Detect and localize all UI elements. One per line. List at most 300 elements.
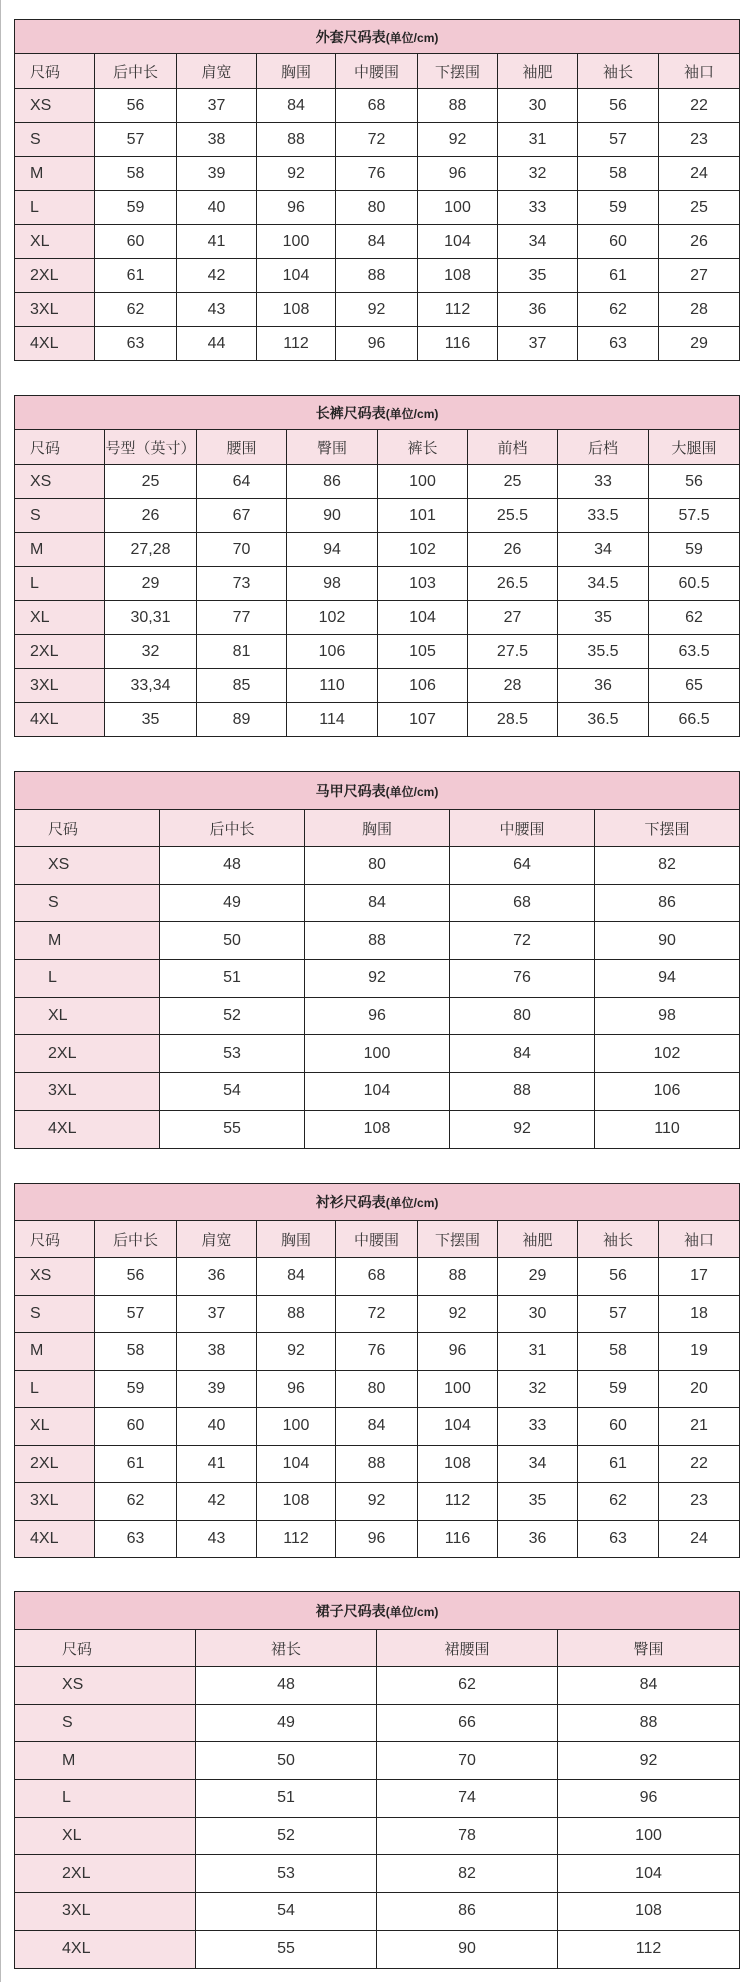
table-cell: 34.5 (558, 567, 649, 601)
table-cell: 94 (287, 533, 378, 567)
table-cell: 58 (578, 1333, 659, 1371)
table-cell: 81 (197, 635, 287, 669)
table-cell: 58 (95, 157, 177, 191)
size-label: S (15, 1295, 95, 1333)
column-header: 袖肥 (498, 54, 578, 89)
table-title (15, 1184, 740, 1221)
column-header: 臀围 (287, 430, 378, 465)
table-cell: 94 (595, 960, 740, 998)
table-title-text: 裙子尺码表 (315, 1602, 386, 1619)
table-cell: 36.5 (558, 703, 649, 737)
table-cell: 36 (498, 293, 578, 327)
table-cell: 80 (336, 191, 418, 225)
table-cell: 60.5 (649, 567, 740, 601)
table-cell: 92 (257, 157, 336, 191)
table-cell: 65 (649, 669, 740, 703)
table-cell: 92 (336, 1483, 418, 1521)
table-cell: 101 (378, 499, 468, 533)
header-row (15, 430, 740, 465)
table-row (15, 1408, 740, 1446)
size-label: L (15, 1370, 95, 1408)
table-row (15, 847, 740, 885)
table-cell: 23 (659, 1483, 740, 1521)
table-cell: 26 (468, 533, 558, 567)
table-cell: 42 (177, 259, 257, 293)
table-cell: 32 (498, 157, 578, 191)
table-cell: 116 (418, 327, 498, 361)
table-cell: 61 (95, 1445, 177, 1483)
table-title (15, 1592, 740, 1630)
table-row (15, 1258, 740, 1296)
column-header: 前档 (468, 430, 558, 465)
table-cell: 62 (578, 1483, 659, 1521)
column-header: 臀围 (558, 1630, 740, 1667)
header-row (15, 54, 740, 89)
table-cell: 74 (377, 1780, 558, 1818)
table-cell: 57.5 (649, 499, 740, 533)
table-cell: 68 (450, 884, 595, 922)
table-cell: 50 (160, 922, 305, 960)
table-row (15, 533, 740, 567)
table-cell: 84 (336, 1408, 418, 1446)
table-row (15, 635, 740, 669)
table-cell: 61 (578, 1445, 659, 1483)
table-cell: 23 (659, 123, 740, 157)
table-cell: 76 (450, 960, 595, 998)
table-cell: 70 (197, 533, 287, 567)
size-label: 4XL (15, 327, 95, 361)
column-header: 尺码 (15, 54, 95, 89)
size-label: XS (15, 1258, 95, 1296)
column-header: 袖口 (659, 54, 740, 89)
table-cell: 24 (659, 1520, 740, 1558)
table-cell: 88 (336, 259, 418, 293)
column-header: 下摆围 (418, 1221, 498, 1258)
table-cell: 114 (287, 703, 378, 737)
table-cell: 68 (336, 89, 418, 123)
table-cell: 86 (595, 884, 740, 922)
column-header: 号型（英寸） (105, 430, 197, 465)
table-cell: 60 (95, 225, 177, 259)
column-header: 裙腰围 (377, 1630, 558, 1667)
size-label: 3XL (15, 1893, 196, 1931)
size-label: 2XL (15, 635, 105, 669)
size-label: S (15, 884, 160, 922)
table-cell: 19 (659, 1333, 740, 1371)
table-row (15, 191, 740, 225)
table-cell: 53 (196, 1855, 377, 1893)
column-header: 后中长 (160, 810, 305, 847)
size-label: 2XL (15, 259, 95, 293)
table-cell: 82 (377, 1855, 558, 1893)
table-row (15, 1035, 740, 1073)
table-cell: 96 (558, 1780, 740, 1818)
table-cell: 60 (578, 1408, 659, 1446)
table-cell: 108 (305, 1110, 450, 1148)
table-row (15, 1817, 740, 1855)
size-label: XS (15, 465, 105, 499)
table-row (15, 922, 740, 960)
table-cell: 84 (558, 1667, 740, 1705)
column-header: 袖长 (578, 1221, 659, 1258)
table-cell: 43 (177, 293, 257, 327)
table-cell: 57 (578, 1295, 659, 1333)
table-cell: 62 (377, 1667, 558, 1705)
table-cell: 92 (418, 1295, 498, 1333)
table-cell: 36 (498, 1520, 578, 1558)
table-cell: 36 (558, 669, 649, 703)
table-title-text: 长裤尺码表 (315, 404, 386, 421)
table-cell: 90 (377, 1930, 558, 1968)
size-label: 3XL (15, 669, 105, 703)
table-cell: 48 (160, 847, 305, 885)
vest-size-table (14, 771, 740, 1149)
table-cell: 27,28 (105, 533, 197, 567)
table-cell: 29 (105, 567, 197, 601)
table-row (15, 1893, 740, 1931)
table-cell: 40 (177, 191, 257, 225)
table-cell: 96 (418, 1333, 498, 1371)
table-cell: 56 (649, 465, 740, 499)
size-label: M (15, 922, 160, 960)
table-cell: 61 (95, 259, 177, 293)
size-label: XL (15, 1408, 95, 1446)
table-cell: 31 (498, 123, 578, 157)
table-row (15, 960, 740, 998)
table-cell: 48 (196, 1667, 377, 1705)
table-cell: 104 (418, 225, 498, 259)
table-title-text: 马甲尺码表 (315, 782, 386, 799)
table-cell: 25 (468, 465, 558, 499)
table-row (15, 89, 740, 123)
table-cell: 27.5 (468, 635, 558, 669)
table-cell: 43 (177, 1520, 257, 1558)
table-cell: 56 (578, 89, 659, 123)
table-cell: 29 (498, 1258, 578, 1296)
table-cell: 63 (95, 327, 177, 361)
table-cell: 25.5 (468, 499, 558, 533)
shirt-size-table (14, 1183, 740, 1558)
table-cell: 37 (498, 327, 578, 361)
table-cell: 112 (257, 327, 336, 361)
column-header: 袖肥 (498, 1221, 578, 1258)
table-cell: 108 (418, 259, 498, 293)
table-row (15, 259, 740, 293)
table-cell: 20 (659, 1370, 740, 1408)
size-label: 4XL (15, 703, 105, 737)
table-cell: 68 (336, 1258, 418, 1296)
table-cell: 90 (595, 922, 740, 960)
table-cell: 96 (257, 1370, 336, 1408)
table-cell: 96 (418, 157, 498, 191)
table-cell: 58 (95, 1333, 177, 1371)
column-header: 胸围 (305, 810, 450, 847)
table-cell: 85 (197, 669, 287, 703)
table-cell: 100 (418, 191, 498, 225)
size-label: 2XL (15, 1855, 196, 1893)
column-header: 肩宽 (177, 1221, 257, 1258)
size-label: 3XL (15, 1483, 95, 1521)
table-cell: 52 (196, 1817, 377, 1855)
table-cell: 86 (287, 465, 378, 499)
table-cell: 80 (336, 1370, 418, 1408)
table-cell: 17 (659, 1258, 740, 1296)
table-cell: 40 (177, 1408, 257, 1446)
table-row (15, 669, 740, 703)
table-row (15, 1295, 740, 1333)
table-cell: 54 (196, 1893, 377, 1931)
table-cell: 63 (95, 1520, 177, 1558)
column-header: 肩宽 (177, 54, 257, 89)
table-cell: 39 (177, 157, 257, 191)
table-row (15, 123, 740, 157)
table-cell: 56 (578, 1258, 659, 1296)
column-header: 后中长 (95, 54, 177, 89)
table-cell: 30 (498, 89, 578, 123)
table-cell: 50 (196, 1742, 377, 1780)
table-unit: (单位/cm) (385, 784, 439, 799)
table-cell: 104 (378, 601, 468, 635)
table-cell: 30,31 (105, 601, 197, 635)
table-cell: 62 (578, 293, 659, 327)
column-header: 中腰围 (336, 54, 418, 89)
size-label: 2XL (15, 1445, 95, 1483)
table-row (15, 567, 740, 601)
table-cell: 104 (418, 1408, 498, 1446)
table-cell: 110 (287, 669, 378, 703)
table-cell: 57 (95, 123, 177, 157)
table-cell: 96 (305, 997, 450, 1035)
table-cell: 92 (450, 1110, 595, 1148)
table-row (15, 1855, 740, 1893)
table-title (15, 772, 740, 810)
header-row (15, 1630, 740, 1667)
column-header: 裙长 (196, 1630, 377, 1667)
table-row (15, 1445, 740, 1483)
table-cell: 59 (578, 1370, 659, 1408)
table-row (15, 703, 740, 737)
table-cell: 55 (196, 1930, 377, 1968)
table-cell: 66 (377, 1704, 558, 1742)
table-cell: 35 (105, 703, 197, 737)
table-cell: 37 (177, 89, 257, 123)
table-cell: 72 (450, 922, 595, 960)
size-label: M (15, 1742, 196, 1780)
table-cell: 38 (177, 123, 257, 157)
table-row (15, 1704, 740, 1742)
table-cell: 22 (659, 1445, 740, 1483)
table-cell: 36 (177, 1258, 257, 1296)
column-header: 袖长 (578, 54, 659, 89)
table-cell: 33 (558, 465, 649, 499)
table-cell: 106 (378, 669, 468, 703)
table-cell: 103 (378, 567, 468, 601)
column-header: 尺码 (15, 430, 105, 465)
table-cell: 80 (450, 997, 595, 1035)
table-cell: 42 (177, 1483, 257, 1521)
size-label: S (15, 499, 105, 533)
table-row (15, 601, 740, 635)
skirt-size-table (14, 1591, 740, 1969)
table-cell: 76 (336, 1333, 418, 1371)
column-header: 下摆围 (595, 810, 740, 847)
table-cell: 88 (418, 1258, 498, 1296)
table-cell: 62 (95, 1483, 177, 1521)
table-unit: (单位/cm) (385, 406, 439, 421)
table-cell: 49 (160, 884, 305, 922)
table-cell: 105 (378, 635, 468, 669)
table-cell: 31 (498, 1333, 578, 1371)
table-cell: 92 (305, 960, 450, 998)
size-label: 4XL (15, 1930, 196, 1968)
table-cell: 112 (418, 1483, 498, 1521)
table-cell: 78 (377, 1817, 558, 1855)
table-cell: 28 (468, 669, 558, 703)
size-label: L (15, 191, 95, 225)
table-cell: 88 (305, 922, 450, 960)
size-label: S (15, 123, 95, 157)
table-cell: 25 (659, 191, 740, 225)
size-label: XS (15, 89, 95, 123)
table-row (15, 1930, 740, 1968)
table-cell: 88 (257, 1295, 336, 1333)
table-cell: 35 (498, 259, 578, 293)
table-cell: 27 (659, 259, 740, 293)
table-cell: 27 (468, 601, 558, 635)
column-header: 胸围 (257, 54, 336, 89)
table-cell: 102 (595, 1035, 740, 1073)
table-unit: (单位/cm) (385, 1196, 439, 1210)
table-cell: 59 (649, 533, 740, 567)
table-cell: 112 (418, 293, 498, 327)
table-cell: 37 (177, 1295, 257, 1333)
table-cell: 100 (257, 225, 336, 259)
column-header: 后中长 (95, 1221, 177, 1258)
table-cell: 59 (95, 1370, 177, 1408)
table-row (15, 1520, 740, 1558)
table-cell: 98 (287, 567, 378, 601)
table-cell: 63 (578, 1520, 659, 1558)
table-cell: 51 (196, 1780, 377, 1818)
table-cell: 34 (498, 225, 578, 259)
table-unit: (单位/cm) (385, 30, 439, 45)
table-cell: 108 (418, 1445, 498, 1483)
column-header: 尺码 (15, 1630, 196, 1667)
size-label: L (15, 567, 105, 601)
table-row (15, 997, 740, 1035)
table-cell: 56 (95, 1258, 177, 1296)
table-cell: 100 (305, 1035, 450, 1073)
table-cell: 63.5 (649, 635, 740, 669)
column-header: 后档 (558, 430, 649, 465)
table-cell: 63 (578, 327, 659, 361)
size-label: XS (15, 847, 160, 885)
table-cell: 56 (95, 89, 177, 123)
table-cell: 62 (649, 601, 740, 635)
table-row (15, 1667, 740, 1705)
column-header: 下摆围 (418, 54, 498, 89)
table-cell: 92 (418, 123, 498, 157)
table-cell: 112 (257, 1520, 336, 1558)
table-cell: 92 (558, 1742, 740, 1780)
table-cell: 96 (336, 327, 418, 361)
table-cell: 112 (558, 1930, 740, 1968)
table-cell: 33 (498, 1408, 578, 1446)
table-cell: 100 (418, 1370, 498, 1408)
table-cell: 104 (558, 1855, 740, 1893)
table-cell: 34 (498, 1445, 578, 1483)
table-cell: 110 (595, 1110, 740, 1148)
table-cell: 44 (177, 327, 257, 361)
table-cell: 33,34 (105, 669, 197, 703)
table-cell: 88 (450, 1073, 595, 1111)
table-cell: 80 (305, 847, 450, 885)
pants-size-table (14, 395, 740, 737)
table-cell: 49 (196, 1704, 377, 1742)
table-cell: 51 (160, 960, 305, 998)
table-cell: 104 (257, 259, 336, 293)
table-cell: 62 (95, 293, 177, 327)
table-row (15, 1742, 740, 1780)
coat-size-table (14, 19, 740, 361)
table-cell: 61 (578, 259, 659, 293)
column-header: 尺码 (15, 1221, 95, 1258)
table-cell: 98 (595, 997, 740, 1035)
table-cell: 35 (498, 1483, 578, 1521)
table-cell: 88 (418, 89, 498, 123)
table-cell: 100 (257, 1408, 336, 1446)
table-row (15, 499, 740, 533)
column-header: 大腿围 (649, 430, 740, 465)
table-title (15, 20, 740, 54)
table-row (15, 225, 740, 259)
table-cell: 35 (558, 601, 649, 635)
table-row (15, 1780, 740, 1818)
table-cell: 24 (659, 157, 740, 191)
table-cell: 100 (378, 465, 468, 499)
size-label: 3XL (15, 293, 95, 327)
table-row (15, 884, 740, 922)
column-header: 中腰围 (336, 1221, 418, 1258)
header-row (15, 1221, 740, 1258)
table-cell: 108 (257, 1483, 336, 1521)
table-cell: 25 (105, 465, 197, 499)
table-cell: 96 (257, 191, 336, 225)
table-cell: 26 (659, 225, 740, 259)
table-cell: 92 (336, 293, 418, 327)
table-cell: 28 (659, 293, 740, 327)
table-cell: 92 (257, 1333, 336, 1371)
table-row (15, 293, 740, 327)
table-cell: 58 (578, 157, 659, 191)
table-row (15, 1370, 740, 1408)
column-header: 尺码 (15, 810, 160, 847)
table-cell: 102 (378, 533, 468, 567)
table-cell: 26.5 (468, 567, 558, 601)
table-cell: 32 (498, 1370, 578, 1408)
table-cell: 54 (160, 1073, 305, 1111)
table-cell: 102 (287, 601, 378, 635)
table-title-text: 衬衫尺码表 (315, 1194, 386, 1210)
table-cell: 26 (105, 499, 197, 533)
size-label: XL (15, 225, 95, 259)
column-header: 腰围 (197, 430, 287, 465)
table-cell: 73 (197, 567, 287, 601)
size-label: M (15, 533, 105, 567)
table-cell: 96 (336, 1520, 418, 1558)
table-cell: 57 (578, 123, 659, 157)
table-row (15, 157, 740, 191)
